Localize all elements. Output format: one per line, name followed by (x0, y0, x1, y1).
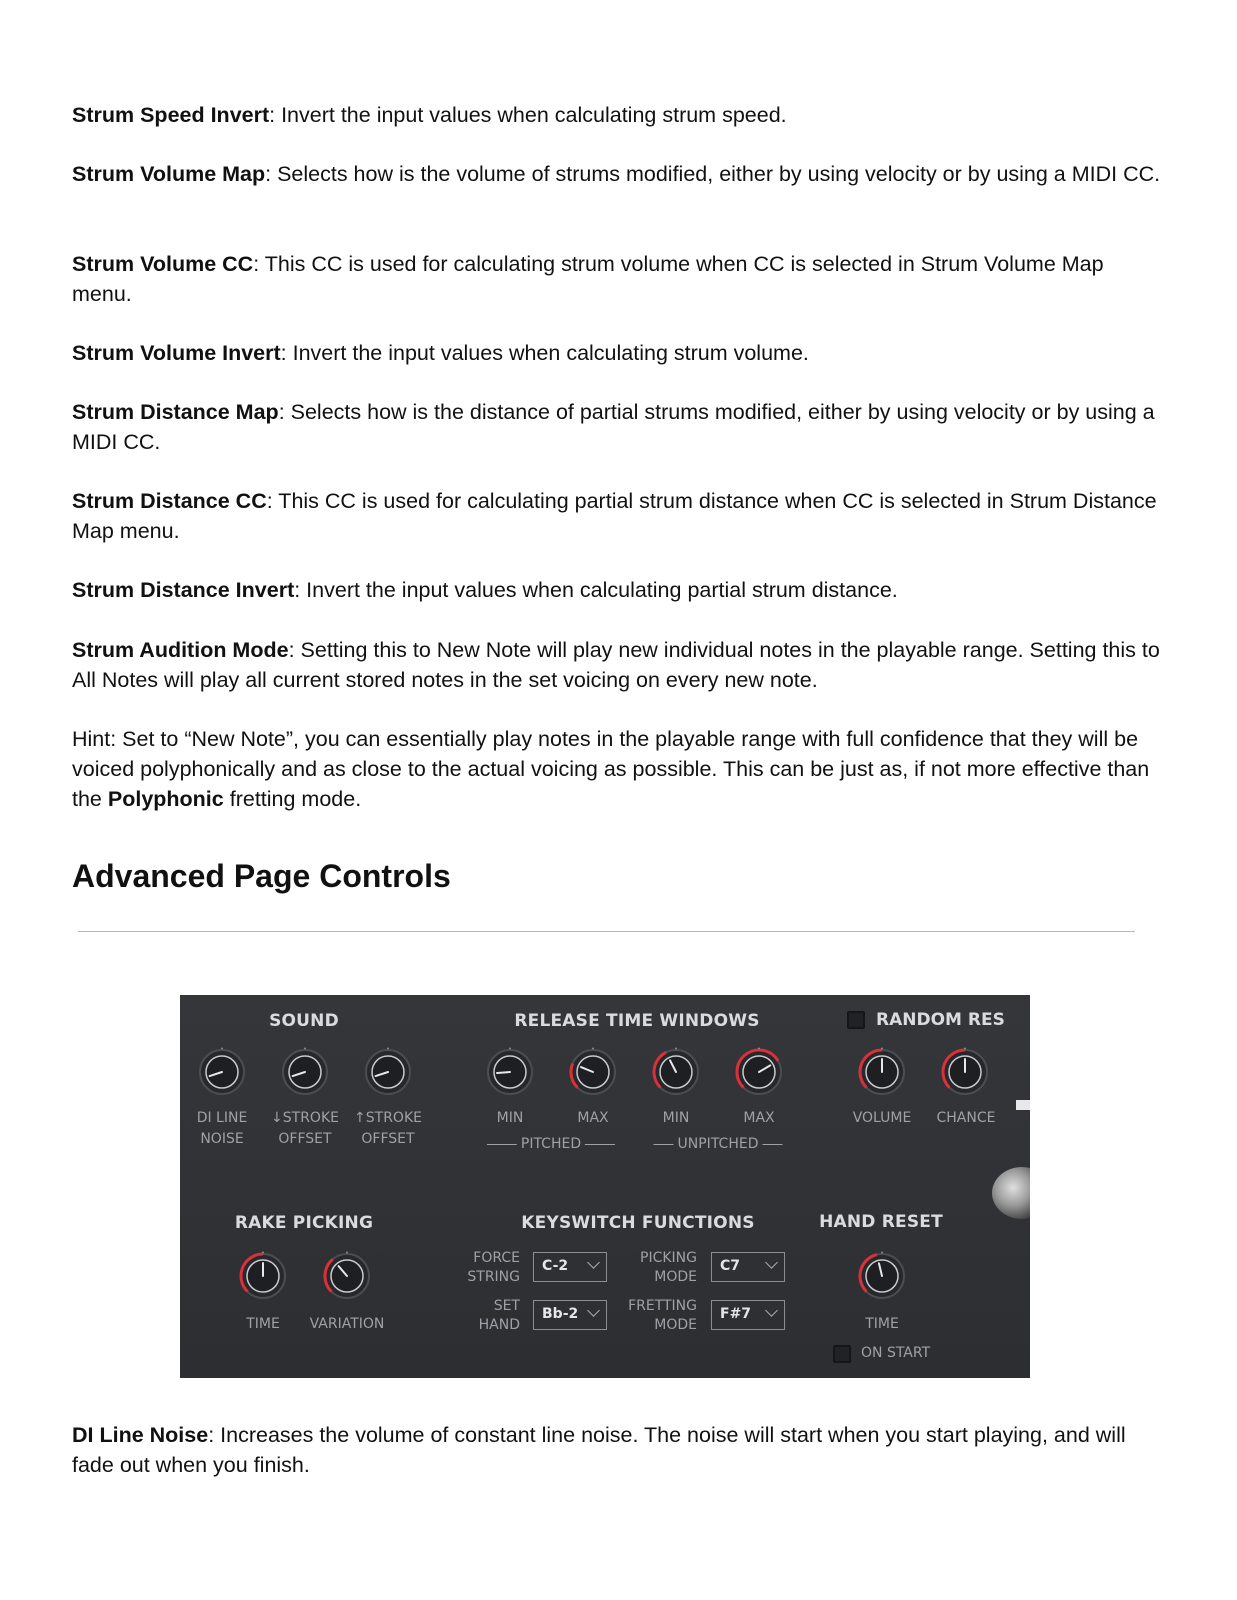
term: Strum Speed Invert (72, 103, 270, 127)
knob-graphic (734, 1047, 784, 1097)
stroke-down-offset-label: ↓STROKE OFFSET (271, 1110, 339, 1147)
unpitched-max-knob[interactable] (734, 1047, 784, 1097)
rake-variation-label: VARIATION (309, 1316, 385, 1332)
random-res-label: RANDOM RES (876, 1010, 1005, 1030)
divider (78, 931, 1135, 932)
random-res-checkbox[interactable] (847, 1011, 865, 1029)
stroke-up-offset-knob[interactable] (363, 1047, 413, 1097)
picking-mode-label: PICKING MODE (640, 1250, 697, 1285)
chevron-down-icon (765, 1304, 778, 1317)
knob-graphic (485, 1047, 535, 1097)
unpitched-min-label: MIN (662, 1110, 690, 1126)
term: Strum Volume CC (72, 252, 254, 276)
knob-graphic (568, 1047, 618, 1097)
term: Strum Distance Invert (72, 578, 295, 602)
knob-graphic (857, 1047, 907, 1097)
knob-graphic (322, 1251, 372, 1301)
knob-graphic (857, 1251, 907, 1301)
chevron-down-icon (587, 1256, 600, 1269)
random-res-volume-knob[interactable] (857, 1047, 907, 1097)
paragraph-strum-distance-map: Strum Distance Map: Selects how is the distance of partial strums modified, either by using velocity or by using a MIDI CC. (72, 400, 1155, 454)
pitched-min-label: MIN (496, 1110, 524, 1126)
pitched-min-knob[interactable] (485, 1047, 535, 1097)
section-heading: Advanced Page Controls (72, 858, 451, 894)
set-hand-label: SET HAND (478, 1298, 520, 1333)
knob-graphic (280, 1047, 330, 1097)
term: DI Line Noise (72, 1423, 209, 1447)
pitched-group-label: PITCHED (483, 1136, 619, 1152)
paragraph-strum-volume-cc: Strum Volume CC: This CC is used for calculating strum volume when CC is selected in Strum Volume Map menu. (72, 252, 1104, 306)
knob-graphic (363, 1047, 413, 1097)
chevron-down-icon (765, 1256, 778, 1269)
knob-graphic (940, 1047, 990, 1097)
release-time-windows-title: RELEASE TIME WINDOWS (514, 1011, 760, 1031)
paragraph-strum-volume-invert: Strum Volume Invert: Invert the input values when calculating strum volume. (72, 341, 809, 365)
unpitched-min-knob[interactable] (651, 1047, 701, 1097)
picking-mode-select[interactable]: C7 (711, 1252, 785, 1282)
advanced-page-panel (180, 995, 1030, 1378)
pitched-max-knob[interactable] (568, 1047, 618, 1097)
paragraph-hint: Hint: Set to “New Note”, you can essentially play notes in the playable range with full confidence that they will be voiced polyphonically and as close to the actual voicing as possible. This can be just as, if not more effective than the Polyphonic fretting mode. (72, 727, 1150, 811)
knob-graphic (197, 1047, 247, 1097)
knob-graphic (238, 1251, 288, 1301)
paragraph-strum-volume-map: Strum Volume Map: Selects how is the volume of strums modified, either by using velocity or by using a MIDI CC. (72, 162, 1161, 186)
paragraph-strum-audition-mode: Strum Audition Mode: Setting this to New Note will play new individual notes in the playable range. Setting this to All Notes will play all current stored notes in the set voicing on every new note. (72, 638, 1160, 692)
knob-pointer (497, 1072, 510, 1073)
stroke-up-offset-label: ↑STROKE OFFSET (354, 1110, 422, 1147)
paragraph-strum-distance-cc: Strum Distance CC: This CC is used for calculating partial strum distance when CC is selected in Strum Distance Map menu. (72, 489, 1157, 543)
force-string-select[interactable]: C-2 (533, 1252, 607, 1282)
paragraph-strum-speed-invert: Strum Speed Invert: Invert the input values when calculating strum speed. (72, 103, 787, 127)
force-string-label: FORCE STRING (467, 1250, 520, 1285)
set-hand-select[interactable]: Bb-2 (533, 1300, 607, 1330)
panel-edge-marker (1016, 1100, 1030, 1110)
rake-time-label: TIME (246, 1316, 280, 1332)
term: Strum Distance Map (72, 400, 279, 424)
paragraph-strum-distance-invert: Strum Distance Invert: Invert the input values when calculating partial strum distance. (72, 578, 898, 602)
hand-reset-time-knob[interactable] (857, 1251, 907, 1301)
sound-title: SOUND (269, 1011, 339, 1031)
random-res-chance-knob[interactable] (940, 1047, 990, 1097)
random-res-chance-label: CHANCE (936, 1110, 996, 1126)
rake-picking-title: RAKE PICKING (234, 1213, 374, 1233)
pitched-max-label: MAX (577, 1110, 609, 1126)
rake-time-knob[interactable] (238, 1251, 288, 1301)
term: Strum Distance CC (72, 489, 267, 513)
term: Strum Volume Map (72, 162, 266, 186)
hand-reset-time-label: TIME (865, 1316, 899, 1332)
fretting-mode-select[interactable]: F#7 (711, 1300, 785, 1330)
on-start-checkbox[interactable] (833, 1345, 851, 1363)
rake-variation-knob[interactable] (322, 1251, 372, 1301)
knob-graphic (651, 1047, 701, 1097)
chevron-down-icon (587, 1304, 600, 1317)
fretting-mode-label: FRETTING MODE (628, 1298, 697, 1333)
stroke-down-offset-knob[interactable] (280, 1047, 330, 1097)
on-start-label: ON START (861, 1345, 931, 1361)
paragraph-di-line-noise: DI Line Noise: Increases the volume of constant line noise. The noise will start when you start playing, and will fade out when you finish. (72, 1423, 1126, 1477)
term: Strum Audition Mode (72, 638, 289, 662)
term: Strum Volume Invert (72, 341, 281, 365)
unpitched-max-label: MAX (743, 1110, 775, 1126)
unpitched-group-label: UNPITCHED (650, 1136, 787, 1152)
di-line-noise-label: DI LINE NOISE (196, 1110, 248, 1147)
keyswitch-functions-title: KEYSWITCH FUNCTIONS (521, 1213, 755, 1233)
panel-edge-element (992, 1167, 1030, 1219)
di-line-noise-knob[interactable] (197, 1047, 247, 1097)
hand-reset-title: HAND RESET (819, 1212, 943, 1232)
random-res-volume-label: VOLUME (852, 1110, 912, 1126)
